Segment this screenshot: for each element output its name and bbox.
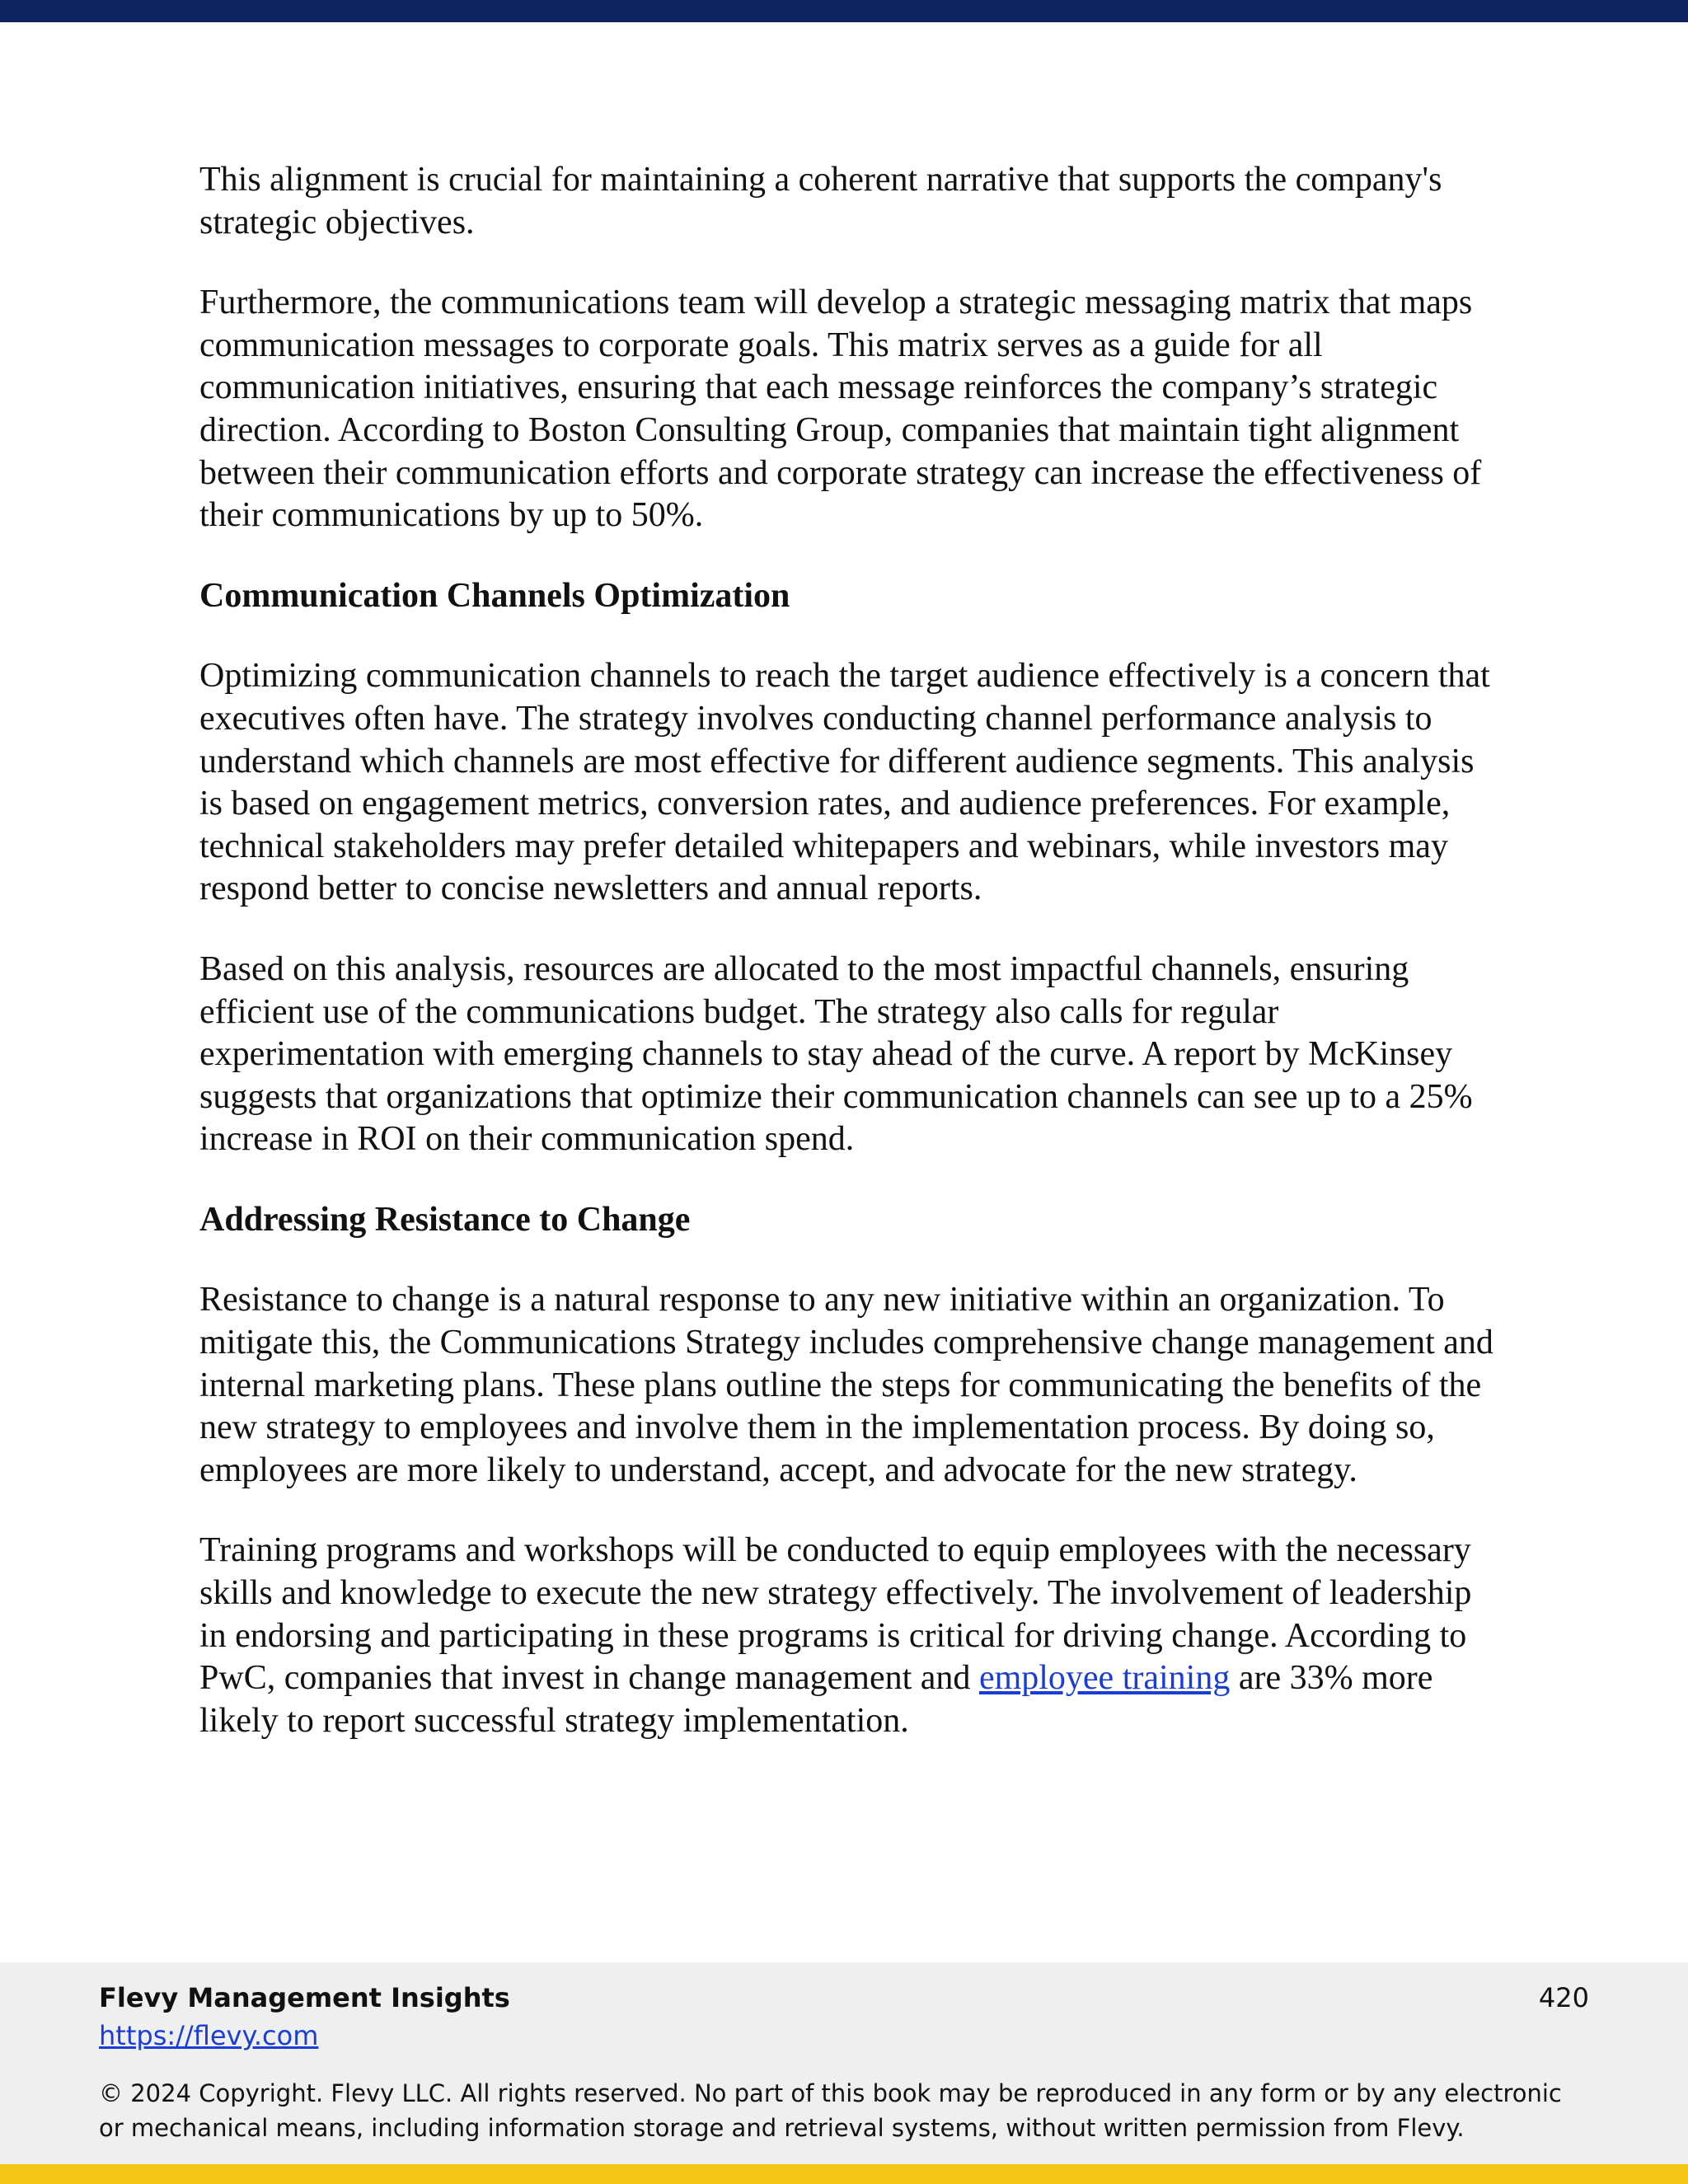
paragraph-training: [199, 1530, 1493, 1742]
page-body: [199, 159, 1493, 1780]
top-accent-bar: [0, 0, 1688, 22]
footer-title: Flevy Management Insights: [99, 1982, 510, 2013]
paragraph-alignment: This alignment is crucial for maintaining a coherent narrative that supports the company's strategic objectives.: [199, 161, 1442, 241]
training-text-after: are 33% more likely to report successful strategy implementation.: [199, 1659, 1433, 1740]
copyright-notice: © 2024 Copyright. Flevy LLC. All rights reserved. No part of this book may be reproduced in any form or by any electronic or mechanical means, including information storage and retrieval systems, without written permission from Flevy.: [99, 2079, 1562, 2142]
paragraph-resource-allocation: Based on this analysis, resources are allocated to the most impactful channels, ensuring efficient use of the communications budget. The strategy also calls for regular experimentation with emerging channels to stay ahead of the curve. A report by McKinsey suggests that organizations that optimize their communication channels can see up to a 25% increase in ROI on their communication spend.: [199, 949, 1473, 1159]
paragraph-channel-analysis: Optimizing communication channels to reach the target audience effectively is a concern that executives often have. The strategy involves conducting channel performance analysis to understand which channels are most effective for different audience segments. This analysis is based on engagement metrics, conversion rates, and audience preferences. For example, technical stakeholders may prefer detailed whitepapers and webinars, while investors may respond better to concise newsletters and annual reports.: [199, 657, 1490, 908]
employee-training-link[interactable]: employee training: [978, 1659, 1231, 1698]
paragraph-messaging-matrix: Furthermore, the communications team will develop a strategic messaging matrix that maps communication messages to corporate goals. This matrix serves as a guide for all communication initiatives, ensuring that each message reinforces the company’s strategic direction. According to Boston Consulting Group, companies that maintain tight alignment between their communication efforts and corporate strategy can increase the effectiveness of their communications by up to 50%.: [199, 284, 1482, 535]
page-footer: [0, 1962, 1688, 2164]
bottom-accent-bar: [0, 2164, 1688, 2184]
heading-resistance-to-change: Addressing Resistance to Change: [199, 1200, 691, 1239]
heading-channels-optimization: Communication Channels Optimization: [199, 576, 790, 615]
footer-url-link[interactable]: https://flevy.com: [99, 2020, 319, 2051]
training-text-before: Training programs and workshops will be conducted to equip employees with the necessary skills and knowledge to execute the new strategy effectively. The involvement of leadership in endorsing and participating in these programs is critical for driving change. According to PwC, companies that invest in change management and: [199, 1531, 1472, 1698]
paragraph-resistance: Resistance to change is a natural response to any new initiative within an organization. To mitigate this, the Communications Strategy includes comprehensive change management and internal marketing plans. These plans outline the steps for communicating the benefits of the new strategy to employees and involve them in the implementation process. By doing so, employees are more likely to understand, accept, and advocate for the new strategy.: [199, 1281, 1493, 1489]
page-number: 420: [1538, 1982, 1589, 2013]
